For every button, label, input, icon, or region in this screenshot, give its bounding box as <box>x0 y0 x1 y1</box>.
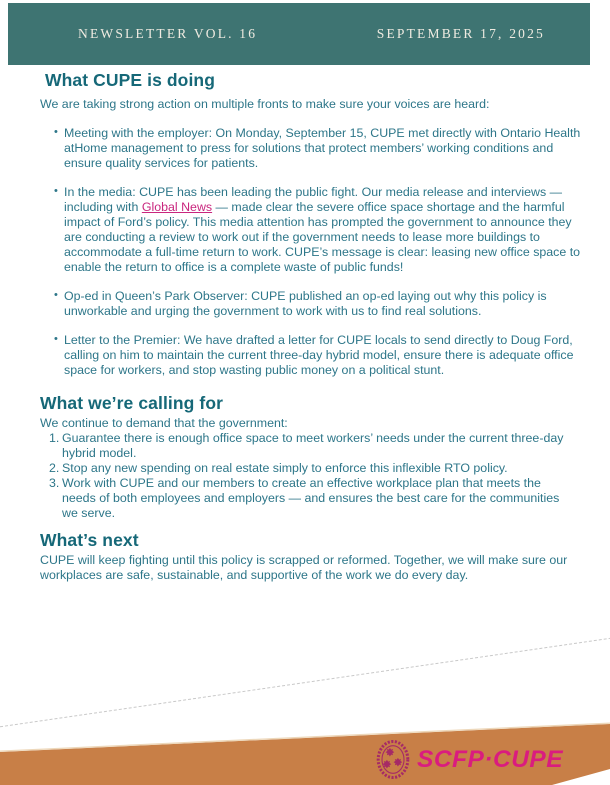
action-bullet-list <box>40 126 584 378</box>
demand-item-stop-spending <box>49 461 577 476</box>
section-title-what-were-calling-for: What we’re calling for <box>40 393 224 413</box>
bullet-text: Meeting with the employer: On Monday, September 15, CUPE met directly with Ontario Health atHome management to press for solutions that protect members’ working conditions and ensure quality services for patients. <box>64 126 581 170</box>
newsletter-volume-label: NEWSLETTER VOL. 16 <box>78 26 258 41</box>
item-text: Guarantee there is enough office space to meet workers’ needs under the current three-day hybrid model. <box>62 431 564 460</box>
calling-intro-paragraph: We continue to demand that the government: <box>40 416 288 430</box>
bullet-icon: • <box>54 289 58 301</box>
bullet-icon: • <box>54 185 58 197</box>
bullet-letter-to-premier <box>54 333 584 378</box>
item-text: Stop any new spending on real estate simply to enforce this inflexible RTO policy. <box>62 461 508 475</box>
section-title-whats-next: What’s next <box>40 530 139 550</box>
newsletter-body <box>0 65 610 583</box>
bullet-text: Op-ed in Queen’s Park Observer: CUPE published an op-ed laying out why this policy is unworkable and urging the government to work with us to find real solutions. <box>64 289 547 318</box>
demand-numbered-list <box>49 431 584 521</box>
bullet-icon: • <box>54 333 58 345</box>
bullet-text: Letter to the Premier: We have drafted a letter for CUPE locals to send directly to Doug Ford, calling on him to maintain the current three-day hybrid model, ensure there is adequate office space for workers, and stop wasting public money on a political stunt. <box>64 333 574 377</box>
item-number: 2. <box>49 461 60 475</box>
bullet-op-ed <box>54 289 584 319</box>
demand-item-office-space <box>49 431 577 461</box>
global-news-link[interactable]: Global News <box>141 200 213 214</box>
section-title-what-cupe-is-doing: What CUPE is doing <box>45 70 215 90</box>
union-logo <box>376 739 563 780</box>
bullet-meeting-employer <box>54 126 584 171</box>
bullet-in-the-media <box>54 185 584 275</box>
newsletter-date-label: SEPTEMBER 17, 2025 <box>376 26 545 41</box>
bullet-text-post: — made clear the severe office space shortage and the harmful impact of Ford’s policy. This media attention has prompted the government to announce they are conducting a review to work out if the government needs to lease more buildings to accommodate a full-time return to work. CUPE’s message is clear: leasing new office space to enable the return to office is a complete waste of public funds! <box>64 200 581 274</box>
logo-wordmark: SCFP·CUPE <box>417 745 564 773</box>
item-number: 1. <box>49 431 60 445</box>
bullet-icon: • <box>54 126 58 138</box>
closing-paragraph: CUPE will keep fighting until this policy is scrapped or reformed. Together, we will make sure our workplaces are safe, sustainable, and supportive of the work we do every day. <box>40 553 568 582</box>
demand-item-work-with-cupe <box>49 476 577 521</box>
item-number: 3. <box>49 476 60 490</box>
item-text: Work with CUPE and our members to create an effective workplace plan that meets the needs of both employees and employers — and ensures the best care for the communities we serve. <box>62 476 560 520</box>
doing-intro-paragraph: We are taking strong action on multiple fronts to make sure your voices are heard: <box>40 97 490 111</box>
header-bar <box>8 3 590 65</box>
bullet-text-pre: In the media: CUPE has been leading the public fight. Our media release and interviews — including with <box>64 185 562 214</box>
cupe-seal-icon <box>376 739 410 780</box>
